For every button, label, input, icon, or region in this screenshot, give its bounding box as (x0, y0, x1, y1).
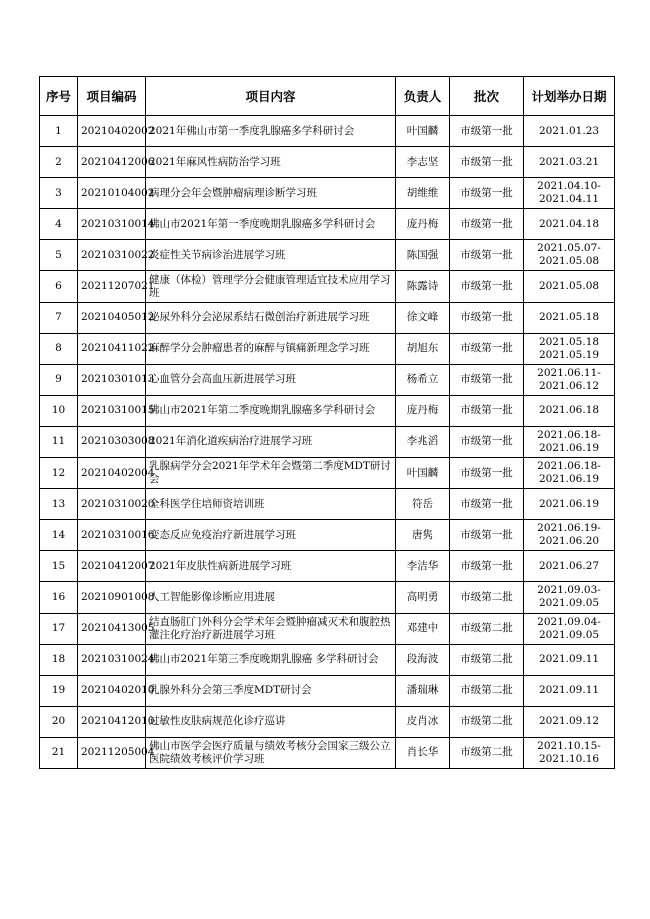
batch: 市级第二批 (450, 613, 524, 644)
date-line: 2021.04.10- (537, 180, 601, 193)
planned-date (524, 613, 615, 644)
date-line: 2021.06.19 (538, 473, 600, 486)
row-number: 7 (40, 302, 78, 333)
date-line: 2021.06.18- (537, 428, 601, 441)
project-name: 2021年皮肤性病新进展学习班 (146, 551, 396, 582)
date-line: 2021.09.05 (538, 628, 600, 641)
row-number: 18 (40, 644, 78, 675)
batch: 市级第一批 (450, 178, 524, 209)
date-line: 2021.01.23 (538, 124, 600, 137)
planned-date (524, 302, 615, 333)
row-number: 8 (40, 333, 78, 364)
header-row (40, 77, 615, 116)
row-number: 14 (40, 520, 78, 551)
date-line: 2021.09.03- (537, 584, 601, 597)
batch: 市级第一批 (450, 551, 524, 582)
table-row (40, 333, 615, 364)
table-row (40, 489, 615, 520)
project-code: 20210310016 (78, 520, 146, 551)
project-code: 20210412007 (78, 551, 146, 582)
project-name: 2021年消化道疾病治疗进展学习班 (146, 426, 396, 457)
date-line: 2021.03.21 (538, 155, 600, 168)
batch: 市级第一批 (450, 209, 524, 240)
row-number: 15 (40, 551, 78, 582)
table-row (40, 240, 615, 271)
table-row (40, 551, 615, 582)
table-row (40, 582, 615, 613)
planned-date (524, 644, 615, 675)
row-number: 21 (40, 737, 78, 768)
batch: 市级第一批 (450, 271, 524, 302)
person-in-charge: 叶国麟 (396, 458, 450, 489)
project-code: 20210310014 (78, 209, 146, 240)
planned-date (524, 240, 615, 271)
person-in-charge: 邓建中 (396, 613, 450, 644)
date-line: 2021.06.19- (537, 522, 601, 535)
batch: 市级第二批 (450, 644, 524, 675)
person-in-charge: 符岳 (396, 489, 450, 520)
person-in-charge: 潘瑞琳 (396, 675, 450, 706)
planned-date (524, 582, 615, 613)
date-line: 2021.06.19 (538, 497, 600, 510)
date-line: 2021.05.08 (538, 255, 600, 268)
row-number: 9 (40, 364, 78, 395)
person-in-charge: 陈国强 (396, 240, 450, 271)
row-number: 11 (40, 426, 78, 457)
person-in-charge: 杨希立 (396, 364, 450, 395)
project-code: 20211205004 (78, 737, 146, 768)
person-in-charge: 叶国麟 (396, 116, 450, 147)
project-code: 20210412006 (78, 147, 146, 178)
project-name: 佛山市医学会医疗质量与绩效考核分会国家三级公立医院绩效考核评价学习班 (146, 737, 396, 768)
planned-date (524, 458, 615, 489)
project-code: 20210413005 (78, 613, 146, 644)
date-line: 2021.05.18 (538, 311, 600, 324)
header-no: 序号 (40, 77, 78, 116)
project-code: 20210301013 (78, 364, 146, 395)
person-in-charge: 唐隽 (396, 520, 450, 551)
table-row (40, 178, 615, 209)
row-number: 17 (40, 613, 78, 644)
person-in-charge: 庞丹梅 (396, 209, 450, 240)
project-name: 2021年佛山市第一季度乳腺癌多学科研讨会 (146, 116, 396, 147)
batch: 市级第二批 (450, 737, 524, 768)
person-in-charge: 高明勇 (396, 582, 450, 613)
planned-date (524, 520, 615, 551)
project-name: 过敏性皮肤病规范化诊疗巡讲 (146, 706, 396, 737)
date-line: 2021.06.11- (537, 366, 601, 379)
planned-date (524, 178, 615, 209)
row-number: 19 (40, 675, 78, 706)
table-row (40, 458, 615, 489)
batch: 市级第二批 (450, 582, 524, 613)
header-code: 项目编码 (78, 77, 146, 116)
batch: 市级第一批 (450, 364, 524, 395)
batch: 市级第一批 (450, 333, 524, 364)
planned-date (524, 333, 615, 364)
table-row (40, 426, 615, 457)
person-in-charge: 肖长华 (396, 737, 450, 768)
project-code: 20210402010 (78, 675, 146, 706)
person-in-charge: 陈露诗 (396, 271, 450, 302)
table-body (40, 116, 615, 769)
table-row (40, 147, 615, 178)
row-number: 12 (40, 458, 78, 489)
date-line: 2021.05.08 (538, 280, 600, 293)
project-name: 结直肠肛门外科分会学术年会暨肿瘤减灭术和腹腔热灌注化疗治疗新进展学习班 (146, 613, 396, 644)
planned-date (524, 147, 615, 178)
date-line: 2021.05.19 (538, 348, 600, 361)
batch: 市级第一批 (450, 147, 524, 178)
project-name: 变态反应免疫治疗新进展学习班 (146, 520, 396, 551)
project-table (39, 76, 615, 769)
project-name: 心血管分会高血压新进展学习班 (146, 364, 396, 395)
planned-date (524, 364, 615, 395)
project-code: 20210303008 (78, 426, 146, 457)
date-line: 2021.04.11 (538, 193, 600, 206)
planned-date (524, 116, 615, 147)
project-name: 泌尿外科分会泌尿系结石微创治疗新进展学习班 (146, 302, 396, 333)
project-code: 20210901008 (78, 582, 146, 613)
date-line: 2021.09.05 (538, 597, 600, 610)
planned-date (524, 209, 615, 240)
project-code: 20210405012 (78, 302, 146, 333)
project-name: 佛山市2021年第二季度晚期乳腺癌多学科研讨会 (146, 395, 396, 426)
project-code: 20210402002 (78, 116, 146, 147)
table-row (40, 675, 615, 706)
project-code: 20210104002 (78, 178, 146, 209)
project-code: 20210411022 (78, 333, 146, 364)
date-line: 2021.04.18 (538, 217, 600, 230)
table-row (40, 520, 615, 551)
table-row (40, 302, 615, 333)
batch: 市级第一批 (450, 302, 524, 333)
table-row (40, 737, 615, 768)
batch: 市级第一批 (450, 116, 524, 147)
project-name: 全科医学住培师资培训班 (146, 489, 396, 520)
project-code: 20210412010 (78, 706, 146, 737)
project-name: 人工智能影像诊断应用进展 (146, 582, 396, 613)
person-in-charge: 李兆滔 (396, 426, 450, 457)
table-row (40, 209, 615, 240)
project-name: 麻醉学分会肿瘤患者的麻醉与镇痛新理念学习班 (146, 333, 396, 364)
date-line: 2021.06.20 (538, 535, 600, 548)
table-row (40, 116, 615, 147)
table-row (40, 271, 615, 302)
project-code: 20210310015 (78, 395, 146, 426)
date-line: 2021.10.15- (537, 739, 601, 752)
table-row (40, 613, 615, 644)
row-number: 1 (40, 116, 78, 147)
header-date: 计划举办日期 (524, 77, 615, 116)
project-name: 2021年麻风性病防治学习班 (146, 147, 396, 178)
date-line: 2021.09.04- (537, 615, 601, 628)
person-in-charge: 胡旭东 (396, 333, 450, 364)
person-in-charge: 皮肖冰 (396, 706, 450, 737)
planned-date (524, 551, 615, 582)
project-name: 健康（体检）管理学分会健康管理适宜技术应用学习班 (146, 271, 396, 302)
header-person: 负责人 (396, 77, 450, 116)
date-line: 2021.06.18 (538, 404, 600, 417)
table-row (40, 706, 615, 737)
date-line: 2021.09.11 (538, 653, 600, 666)
person-in-charge: 徐文峰 (396, 302, 450, 333)
project-code: 20211207021 (78, 271, 146, 302)
row-number: 10 (40, 395, 78, 426)
table-row (40, 644, 615, 675)
date-line: 2021.10.16 (538, 752, 600, 765)
header-name: 项目内容 (146, 77, 396, 116)
batch: 市级第一批 (450, 240, 524, 271)
batch: 市级第二批 (450, 706, 524, 737)
project-name: 佛山市2021年第一季度晚期乳腺癌多学科研讨会 (146, 209, 396, 240)
date-line: 2021.06.27 (538, 559, 600, 572)
planned-date (524, 489, 615, 520)
project-code: 20210310022 (78, 240, 146, 271)
date-line: 2021.09.11 (538, 684, 600, 697)
row-number: 16 (40, 582, 78, 613)
batch: 市级第一批 (450, 489, 524, 520)
planned-date (524, 271, 615, 302)
person-in-charge: 段海波 (396, 644, 450, 675)
person-in-charge: 李志坚 (396, 147, 450, 178)
project-name: 乳腺外科分会第三季度MDT研讨会 (146, 675, 396, 706)
batch: 市级第一批 (450, 520, 524, 551)
batch: 市级第二批 (450, 675, 524, 706)
date-line: 2021.06.19 (538, 441, 600, 454)
person-in-charge: 李洁华 (396, 551, 450, 582)
batch: 市级第一批 (450, 458, 524, 489)
batch: 市级第一批 (450, 395, 524, 426)
row-number: 3 (40, 178, 78, 209)
date-line: 2021.05.07- (537, 242, 601, 255)
header-batch: 批次 (450, 77, 524, 116)
date-line: 2021.06.18- (537, 460, 601, 473)
planned-date (524, 706, 615, 737)
project-name: 佛山市2021年第三季度晚期乳腺癌 多学科研讨会 (146, 644, 396, 675)
project-name: 炎症性关节病诊治进展学习班 (146, 240, 396, 271)
row-number: 4 (40, 209, 78, 240)
batch: 市级第一批 (450, 426, 524, 457)
person-in-charge: 胡维维 (396, 178, 450, 209)
date-line: 2021.09.12 (538, 715, 600, 728)
planned-date (524, 395, 615, 426)
date-line: 2021.05.18 (538, 335, 600, 348)
project-code: 20210310024 (78, 644, 146, 675)
row-number: 6 (40, 271, 78, 302)
project-code: 20210310020 (78, 489, 146, 520)
project-code: 20210402004 (78, 458, 146, 489)
planned-date (524, 737, 615, 768)
date-line: 2021.06.12 (538, 379, 600, 392)
row-number: 20 (40, 706, 78, 737)
planned-date (524, 426, 615, 457)
person-in-charge: 庞丹梅 (396, 395, 450, 426)
planned-date (524, 675, 615, 706)
project-name: 病理分会年会暨肿瘤病理诊断学习班 (146, 178, 396, 209)
row-number: 2 (40, 147, 78, 178)
row-number: 13 (40, 489, 78, 520)
row-number: 5 (40, 240, 78, 271)
project-name: 乳腺病学分会2021年学术年会暨第二季度MDT研讨会 (146, 458, 396, 489)
table-row (40, 364, 615, 395)
table-row (40, 395, 615, 426)
